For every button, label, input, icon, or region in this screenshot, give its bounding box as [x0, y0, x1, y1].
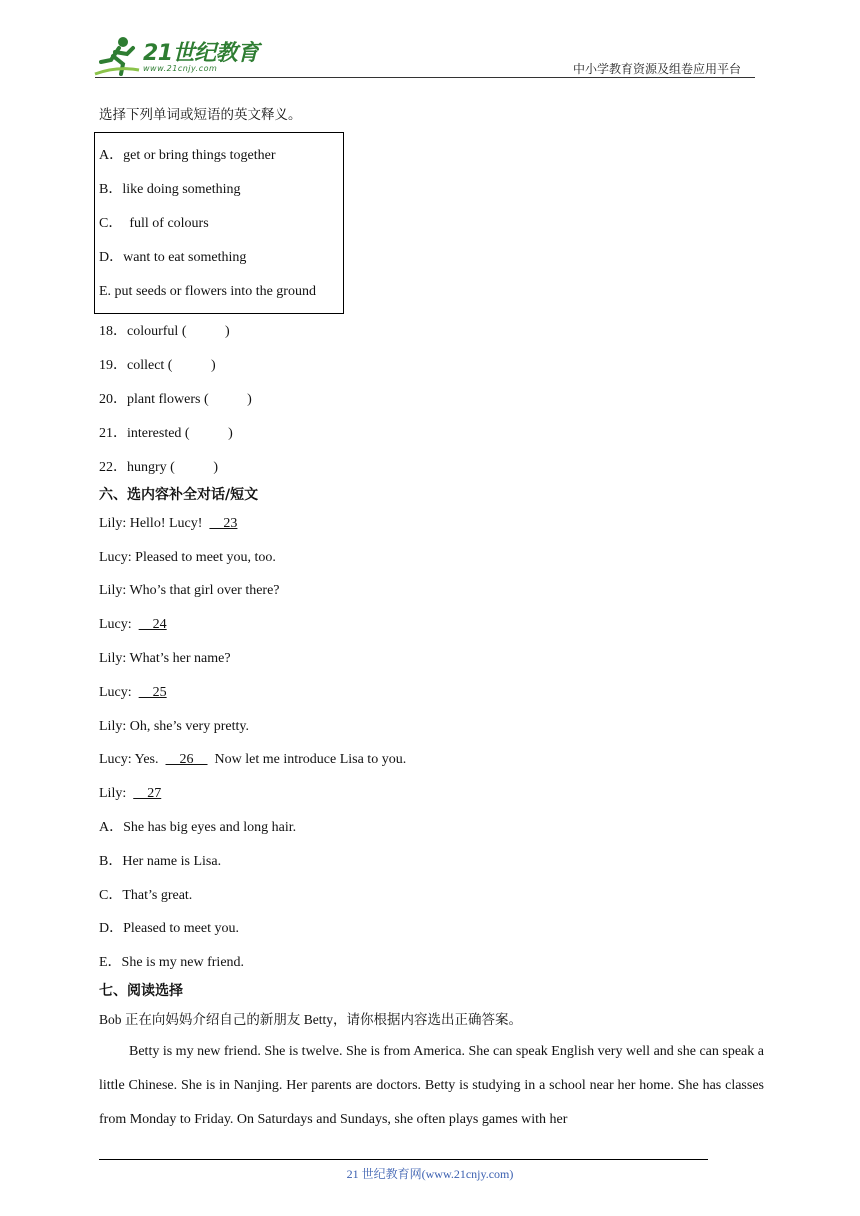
dialogue-line: Lily: What’s her name?: [99, 651, 231, 666]
site-logo: [93, 34, 263, 78]
choice-a: A．She has big eyes and long hair.: [99, 820, 297, 835]
question-18: 18．colourful ( ): [99, 324, 230, 339]
choice-c: C．That’s great.: [99, 888, 193, 903]
section7-title: 七、阅读选择: [99, 983, 183, 999]
dialogue-line: Lily: Oh, she’s very pretty.: [99, 719, 249, 734]
choice-b: B．Her name is Lisa.: [99, 854, 222, 869]
dialogue-line: Lily: Hello! Lucy! 23: [99, 516, 238, 531]
blank-23: 23: [209, 516, 238, 531]
footer-text[interactable]: 21 世纪教育网(www.21cnjy.com): [346, 1167, 514, 1181]
option-e: E. put seeds or flowers into the ground: [99, 284, 316, 299]
runner-logo-icon: [93, 34, 141, 78]
option-a: A．get or bring things together: [99, 148, 276, 163]
choice-e: E．She is my new friend.: [99, 955, 245, 970]
section7-instruction: Bob 正在向妈妈介绍自己的新朋友 Betty，请你根据内容选出正确答案。: [99, 1012, 523, 1027]
dialogue-line: Lucy: 24: [99, 617, 167, 632]
choice-d: D．Pleased to meet you.: [99, 921, 239, 936]
question-21: 21．interested ( ): [99, 426, 233, 441]
blank-27: 27: [133, 786, 162, 801]
question-19: 19．collect ( ): [99, 358, 216, 373]
blank-26: 26: [165, 752, 208, 767]
section5-instruction: 选择下列单词或短语的英文释义。: [99, 107, 302, 123]
option-b: B．like doing something: [99, 182, 241, 197]
option-d: D．want to eat something: [99, 250, 247, 265]
option-c: C． full of colours: [99, 216, 209, 231]
blank-24: 24: [138, 617, 167, 632]
dialogue-line: Lucy: Pleased to meet you, too.: [99, 550, 276, 565]
header-divider: [95, 77, 755, 78]
logo-text: 21世纪教育: [143, 41, 259, 66]
question-20: 20．plant flowers ( ): [99, 392, 252, 407]
footer-divider: [99, 1159, 708, 1160]
section6-title: 六、选内容补全对话/短文: [99, 487, 259, 503]
dialogue-line: Lily: 27: [99, 786, 162, 801]
question-22: 22．hungry ( ): [99, 460, 218, 475]
dialogue-line: Lucy: Yes. 26 Now let me introduce Lisa to you.: [99, 752, 407, 767]
blank-25: 25: [138, 685, 167, 700]
dialogue-line: Lily: Who’s that girl over there?: [99, 583, 280, 598]
reading-passage: Betty is my new friend. She is twelve. She is from America. She can speak English very well and she can speak a little Chinese. She is in Nanjing. Her parents are doctors. Betty is studying in a school near her home. She has classes from Monday to Friday. On Saturdays and Sundays, she often plays games with her: [99, 1044, 764, 1127]
logo-url: www.21cnjy.com: [143, 64, 218, 73]
dialogue-line: Lucy: 25: [99, 685, 167, 700]
site-name: 中小学教育资源及组卷应用平台: [573, 62, 742, 76]
